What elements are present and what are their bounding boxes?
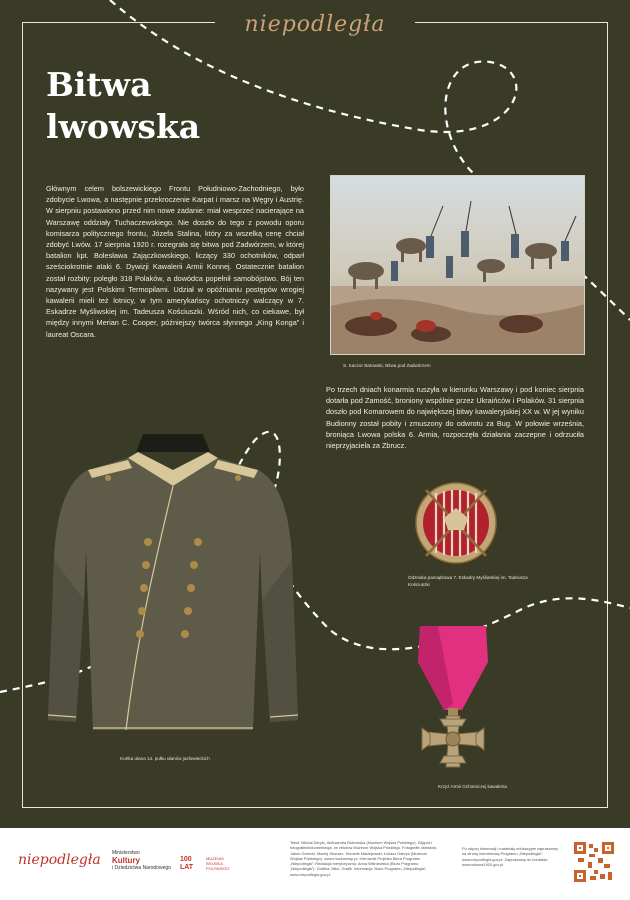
volunteer-army-cross-photo xyxy=(408,622,498,777)
paragraph-secondary: Po trzech dniach konarmia ruszyła w kierunku Warszawy i pod koniec sierpnia dotarła pod Zamość, broniony wspólnie przez Ukraińców i Polaków. 31 sierpnia doszło pod Komarowem do największej bitwy kawaleryjskiej XX w. W jej wyniku Budionny został pobity i zmuszony do odwrotu za Bug. W połowie września, broniąca Lwowa polska 6. Armia, rozpoczęła działania zaczepne i odrzuciła nieprzyjaciela za Zbrucz. xyxy=(326,385,584,451)
ministry-line-2: Kultury xyxy=(112,856,140,865)
centenary-logo xyxy=(180,856,193,872)
cross-caption: Krzyż Armii Ochotniczej kawaleria xyxy=(438,784,507,789)
paragraph-main: Głównym celem bolszewickiego Frontu Południowo-Zachodniego, było zdobycie Lwowa, a następnie przekroczenie Karpat i marsz na Węgry i Austrię. W sierpniu postawiono przed nim nowe zadanie: miał wesprzeć nacierające na Warszawę oddziały Tuchaczewskiego. Nie doszło do tego z powodu oporu komisarza politycznego frontu, Józefa Stalina, który za wszelką cenę chciał zdobyć Lwów. 17 sierpnia 1920 r. rozegrała się bitwa pod Zadwórzem, w której batalion kpt. Bolesława Zajączkowskiego, liczący 330 ochotników, odparł sześciokrotnie ataki 6. Dywizji Kawalerii Armii Konnej. Ostatecznie batalion został rozbity: poległo 318 Polaków, a dowódca popełnił samobójstwo. Bój ten nazywany jest Polskimi Termopilami. Udział w opóźnianiu postępów wrogiej kawalerii mieli też lotnicy, w tym amerykańscy ochotniczy walczący w 7. Eskadrze Myśliwskiej im. Tadeusza Kościuszki. Wśród nich, co ciekawe, był między innymi Merian C. Cooper, późniejszy twórca słynnego „King Konga” i laureat Oscara. xyxy=(46,184,304,339)
badge-caption: Odznaka pamiątkowa 7. Eskadry Myśliwskiej im. Tadeusza Kościuszki xyxy=(408,575,528,587)
jacket-caption: Kurtka ułana 14. pułku ułanów jazłowieckich xyxy=(120,756,210,761)
qr-code-icon xyxy=(574,842,614,882)
centenary-number: 100 xyxy=(180,856,192,863)
footer-brand-logo: niepodległa xyxy=(18,852,101,868)
painting-caption: S. Kaczor Batowski, Bitwa pod Zadwórzem xyxy=(343,363,431,368)
museum-logo: MUZEUM WOJSKA POLSKIEGO xyxy=(206,856,230,871)
footer xyxy=(0,828,630,900)
info-text: Po więcej informacji i materiały edukacyjne zapraszamy na stronę internetową Programu „Niepodległa”: www.niepodlegla.gov.pl. Zapraszamy do kontaktu: www.wiosna1920.gov.pl xyxy=(462,846,559,867)
ministry-line-3: i Dziedzictwa Narodowego xyxy=(112,865,171,871)
squadron-badge-photo xyxy=(406,478,506,568)
centenary-word: LAT xyxy=(180,864,194,871)
ministry-logo xyxy=(112,850,171,871)
ministry-line-1: Ministerstwo xyxy=(112,850,140,856)
credits-text: Tekst: Michał Deryło, Aleksandra Bobowska (Muzeum Wojska Polskiego). Zdjęcia i fotografie/dokumentacja: ze zbiorów Muzeum Wojska Polskiego. Fotografie obiektów: Jakub Górecki, Maciej Skorzec. Dominik Maciejewski, Łukasz Gabryś (Muzeum Wojska Polskiego). www.muzeumwp.pl. Kierownik Projektu Biura Programu „Niepodległa”: Redakcja merytoryczna: Anna Wiśniewska (Biuro Programu „Niepodległa”). Grafika: Mikz. Grafik. Informacja: Biuro Programu „Niepodległa”. www.niepodlegla.gov.pl xyxy=(290,840,438,877)
uhlan-jacket-photo xyxy=(48,430,298,740)
page-title: Bitwa lwowska xyxy=(46,65,201,146)
brand-logo: niepodległa xyxy=(244,12,386,37)
battle-painting xyxy=(330,175,585,355)
